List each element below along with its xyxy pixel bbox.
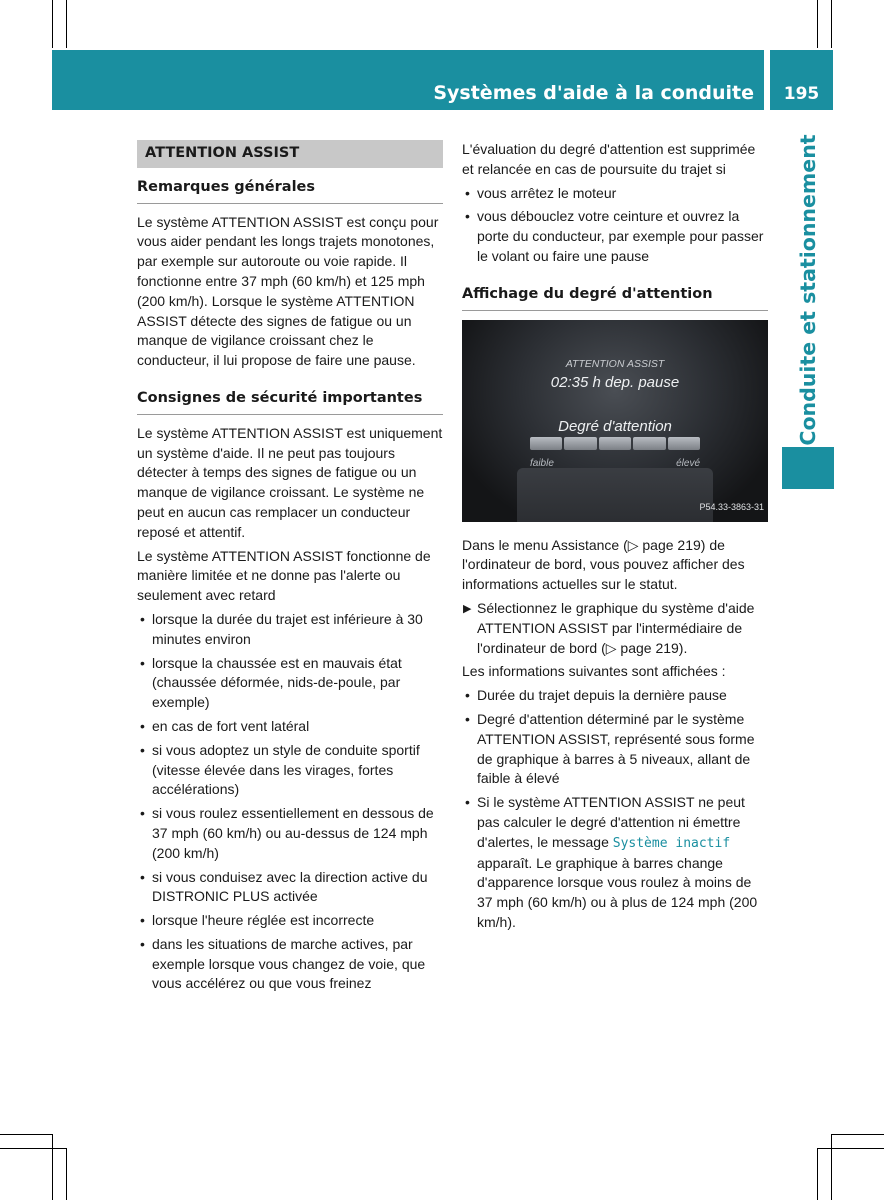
list-item: • Si le système ATTENTION ASSIST ne peut pas calculer le degré d'attention ni émettre d'alertes, le message Système inactif apparaît. Le graphique à barres change d'apparence lorsque vous roulez à moins de 37 mph (60 km/h) ou à plus de 124 mph (200 km/h). (462, 793, 768, 933)
display-low-label: faible (530, 457, 554, 469)
list-item: • Durée du trajet depuis la dernière pause (462, 686, 768, 706)
list-item: • si vous adoptez un style de conduite sportif (vitesse élevée dans les virages, fortes accélérations) (137, 741, 443, 800)
display-system-name: ATTENTION ASSIST (565, 357, 665, 370)
list-item: • dans les situations de marche actives, par exemple lorsque vous changez de voie, que vous accélérez ou que vous freinez (137, 935, 443, 994)
display-message: Système inactif (612, 835, 731, 851)
menu-text: Dans le menu Assistance (▷ page 219) de l'ordinateur de bord, vous pouvez afficher des informations actuelles sur le statut. (462, 536, 745, 593)
display-attention-label: Degré d'attention (558, 417, 672, 435)
side-tab (782, 134, 834, 446)
list-item: • lorsque la durée du trajet est inférieure à 30 minutes environ (137, 610, 443, 650)
reset-intro: L'évaluation du degré d'attention est supprimée et relancée en cas de poursuite du trajet si (462, 141, 756, 177)
general-heading: Remarques générales (137, 178, 443, 204)
crop-mark (66, 0, 67, 48)
crop-mark (0, 1134, 52, 1135)
list-item: • Degré d'attention déterminé par le système ATTENTION ASSIST, représenté sous forme de graphique à barres à 5 niveaux, allant de faible à élevé (462, 710, 768, 789)
list-item: • si vous conduisez avec la direction active du DISTRONIC PLUS activée (137, 868, 443, 908)
attention-bar (633, 437, 665, 450)
attention-bar (530, 437, 562, 450)
display-time-since-pause: 02:35 h dep. pause (550, 373, 680, 391)
list-item: • lorsque la chaussée est en mauvais état (chaussée déformée, nids-de-poule, par exemple) (137, 654, 443, 713)
instruction-step (462, 599, 768, 658)
image-reference-code: P54.33-3863-31 (699, 501, 764, 512)
attention-bar (668, 437, 700, 450)
general-text: Le système ATTENTION ASSIST est conçu pour vous aider pendant les longs trajets monotones, par exemple sur autoroute ou voie rapide. Il fonctionne entre 37 mph (60 km/h) et 125 mph (200 km/h). Lorsque le système ATTENTION ASSIST détecte des signes de fatigue ou un manque de vigilance croissant chez le conducteur, il lui propose de faire une pause. (137, 213, 439, 369)
safety-text-2: Le système ATTENTION ASSIST fonctionne de manière limitée et ne donne pas l'alerte ou seulement avec retard (137, 547, 431, 604)
crop-mark (0, 1148, 66, 1149)
step-arrow-icon: ▶ (463, 602, 472, 615)
crop-mark (817, 0, 818, 48)
side-tab-marker (782, 447, 834, 489)
instrument-display-image (462, 320, 768, 522)
list-item: • en cas de fort vent latéral (137, 717, 443, 737)
page-number: 195 (783, 84, 820, 104)
crop-mark (831, 1134, 884, 1135)
crop-mark (817, 1148, 884, 1149)
info-bullet-list (462, 686, 768, 933)
crop-mark (52, 0, 53, 48)
reset-bullet-list (462, 184, 768, 267)
crop-mark (52, 1134, 53, 1200)
display-high-label: élevé (676, 457, 700, 469)
left-column (137, 140, 443, 998)
attention-bar-graph (530, 437, 700, 450)
list-item: • vous débouclez votre ceinture et ouvrez la porte du conducteur, par exemple pour passer le volant ou faire une pause (462, 207, 768, 266)
attention-bar (599, 437, 631, 450)
list-item: • si vous roulez essentiellement en dessous de 37 mph (60 km/h) ou au-dessus de 124 mph (200 km/h) (137, 804, 443, 863)
crop-mark (817, 1148, 818, 1200)
list-item: • lorsque l'heure réglée est incorrecte (137, 911, 443, 931)
safety-text-1: Le système ATTENTION ASSIST est uniquement un système d'aide. Il ne peut pas toujours détecter à temps des signes de fatigue ou un manque de vigilance croissant. Le système ne peut en aucun cas remplacer un conducteur reposé et attentif. (137, 424, 443, 540)
crop-mark (66, 1148, 67, 1200)
crop-mark (831, 1134, 832, 1200)
crop-mark (831, 0, 832, 48)
attention-bar (564, 437, 596, 450)
section-title: ATTENTION ASSIST (137, 140, 443, 168)
safety-heading: Consignes de sécurité importantes (137, 389, 443, 415)
list-item: • vous arrêtez le moteur (462, 184, 768, 204)
page-title: Systèmes d'aide à la conduite (433, 82, 754, 104)
right-column (462, 140, 768, 937)
step-text: Sélectionnez le graphique du système d'aide ATTENTION ASSIST par l'intermédiaire de l'ordinateur de bord (▷ page 219). (477, 599, 755, 656)
display-heading: Affichage du degré d'attention (462, 285, 768, 311)
info-text: Les informations suivantes sont affichées : (462, 663, 726, 680)
header-band (52, 50, 764, 110)
safety-bullet-list (137, 610, 443, 994)
side-tab-label: Conduite et stationnement (796, 134, 820, 446)
page-number-box (770, 50, 833, 110)
